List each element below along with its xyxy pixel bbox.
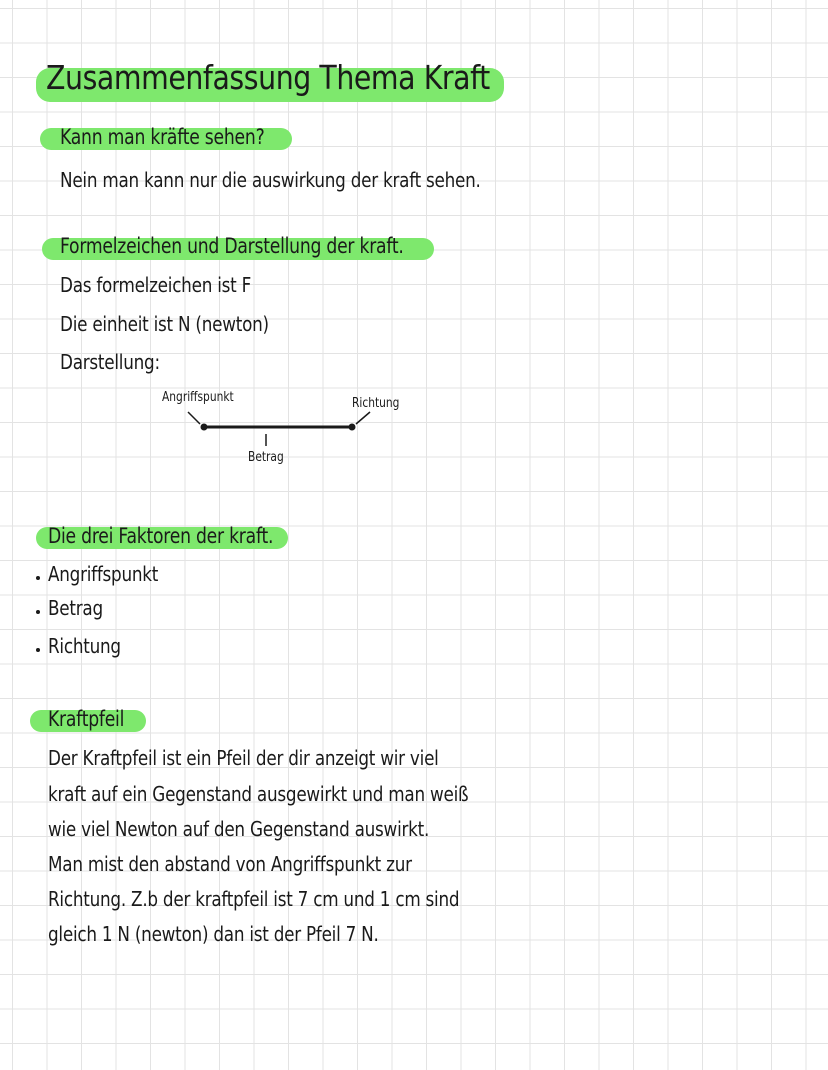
end-point-dot bbox=[349, 424, 356, 431]
section4-line: wie viel Newton auf den Gegenstand auswirkt. bbox=[48, 817, 430, 841]
section3-heading: Die drei Faktoren der kraft. bbox=[48, 524, 274, 548]
diagram-label-middle: Betrag bbox=[248, 450, 284, 465]
section4-line: Man mist den abstand von Angriffspunkt zur bbox=[48, 852, 412, 876]
factor-item: Betrag bbox=[48, 596, 103, 620]
page-title: Zusammenfassung Thema Kraft bbox=[46, 58, 490, 97]
start-point-dot bbox=[201, 424, 208, 431]
factor-item: Richtung bbox=[48, 634, 121, 658]
section2-line: Die einheit ist N (newton) bbox=[60, 312, 269, 336]
section2-line: Darstellung: bbox=[60, 350, 160, 374]
factor-item: Angriffspunkt bbox=[48, 562, 159, 586]
section2-line: Das formelzeichen ist F bbox=[60, 273, 252, 297]
section4-line: Richtung. Z.b der kraftpfeil ist 7 cm und 1 cm sind bbox=[48, 887, 460, 911]
section4-line: gleich 1 N (newton) dan ist der Pfeil 7 N. bbox=[48, 922, 379, 946]
section1-heading: Kann man kräfte sehen? bbox=[60, 125, 265, 149]
section2-heading: Formelzeichen und Darstellung der kraft. bbox=[60, 234, 404, 258]
diagram-label-start: Angriffspunkt bbox=[162, 390, 234, 405]
section4-heading: Kraftpfeil bbox=[48, 707, 125, 731]
section4-line: Der Kraftpfeil ist ein Pfeil der dir anzeigt wir viel bbox=[48, 746, 439, 770]
diagram-label-end: Richtung bbox=[352, 396, 400, 411]
bullet-dot bbox=[36, 648, 40, 652]
end-pointer-line bbox=[356, 412, 370, 424]
bullet-dot bbox=[36, 576, 40, 580]
bullet-dot bbox=[36, 610, 40, 614]
section1-text: Nein man kann nur die auswirkung der kraft sehen. bbox=[60, 168, 481, 192]
start-pointer-line bbox=[188, 412, 200, 424]
section4-line: kraft auf ein Gegenstand ausgewirkt und man weiß bbox=[48, 782, 469, 806]
